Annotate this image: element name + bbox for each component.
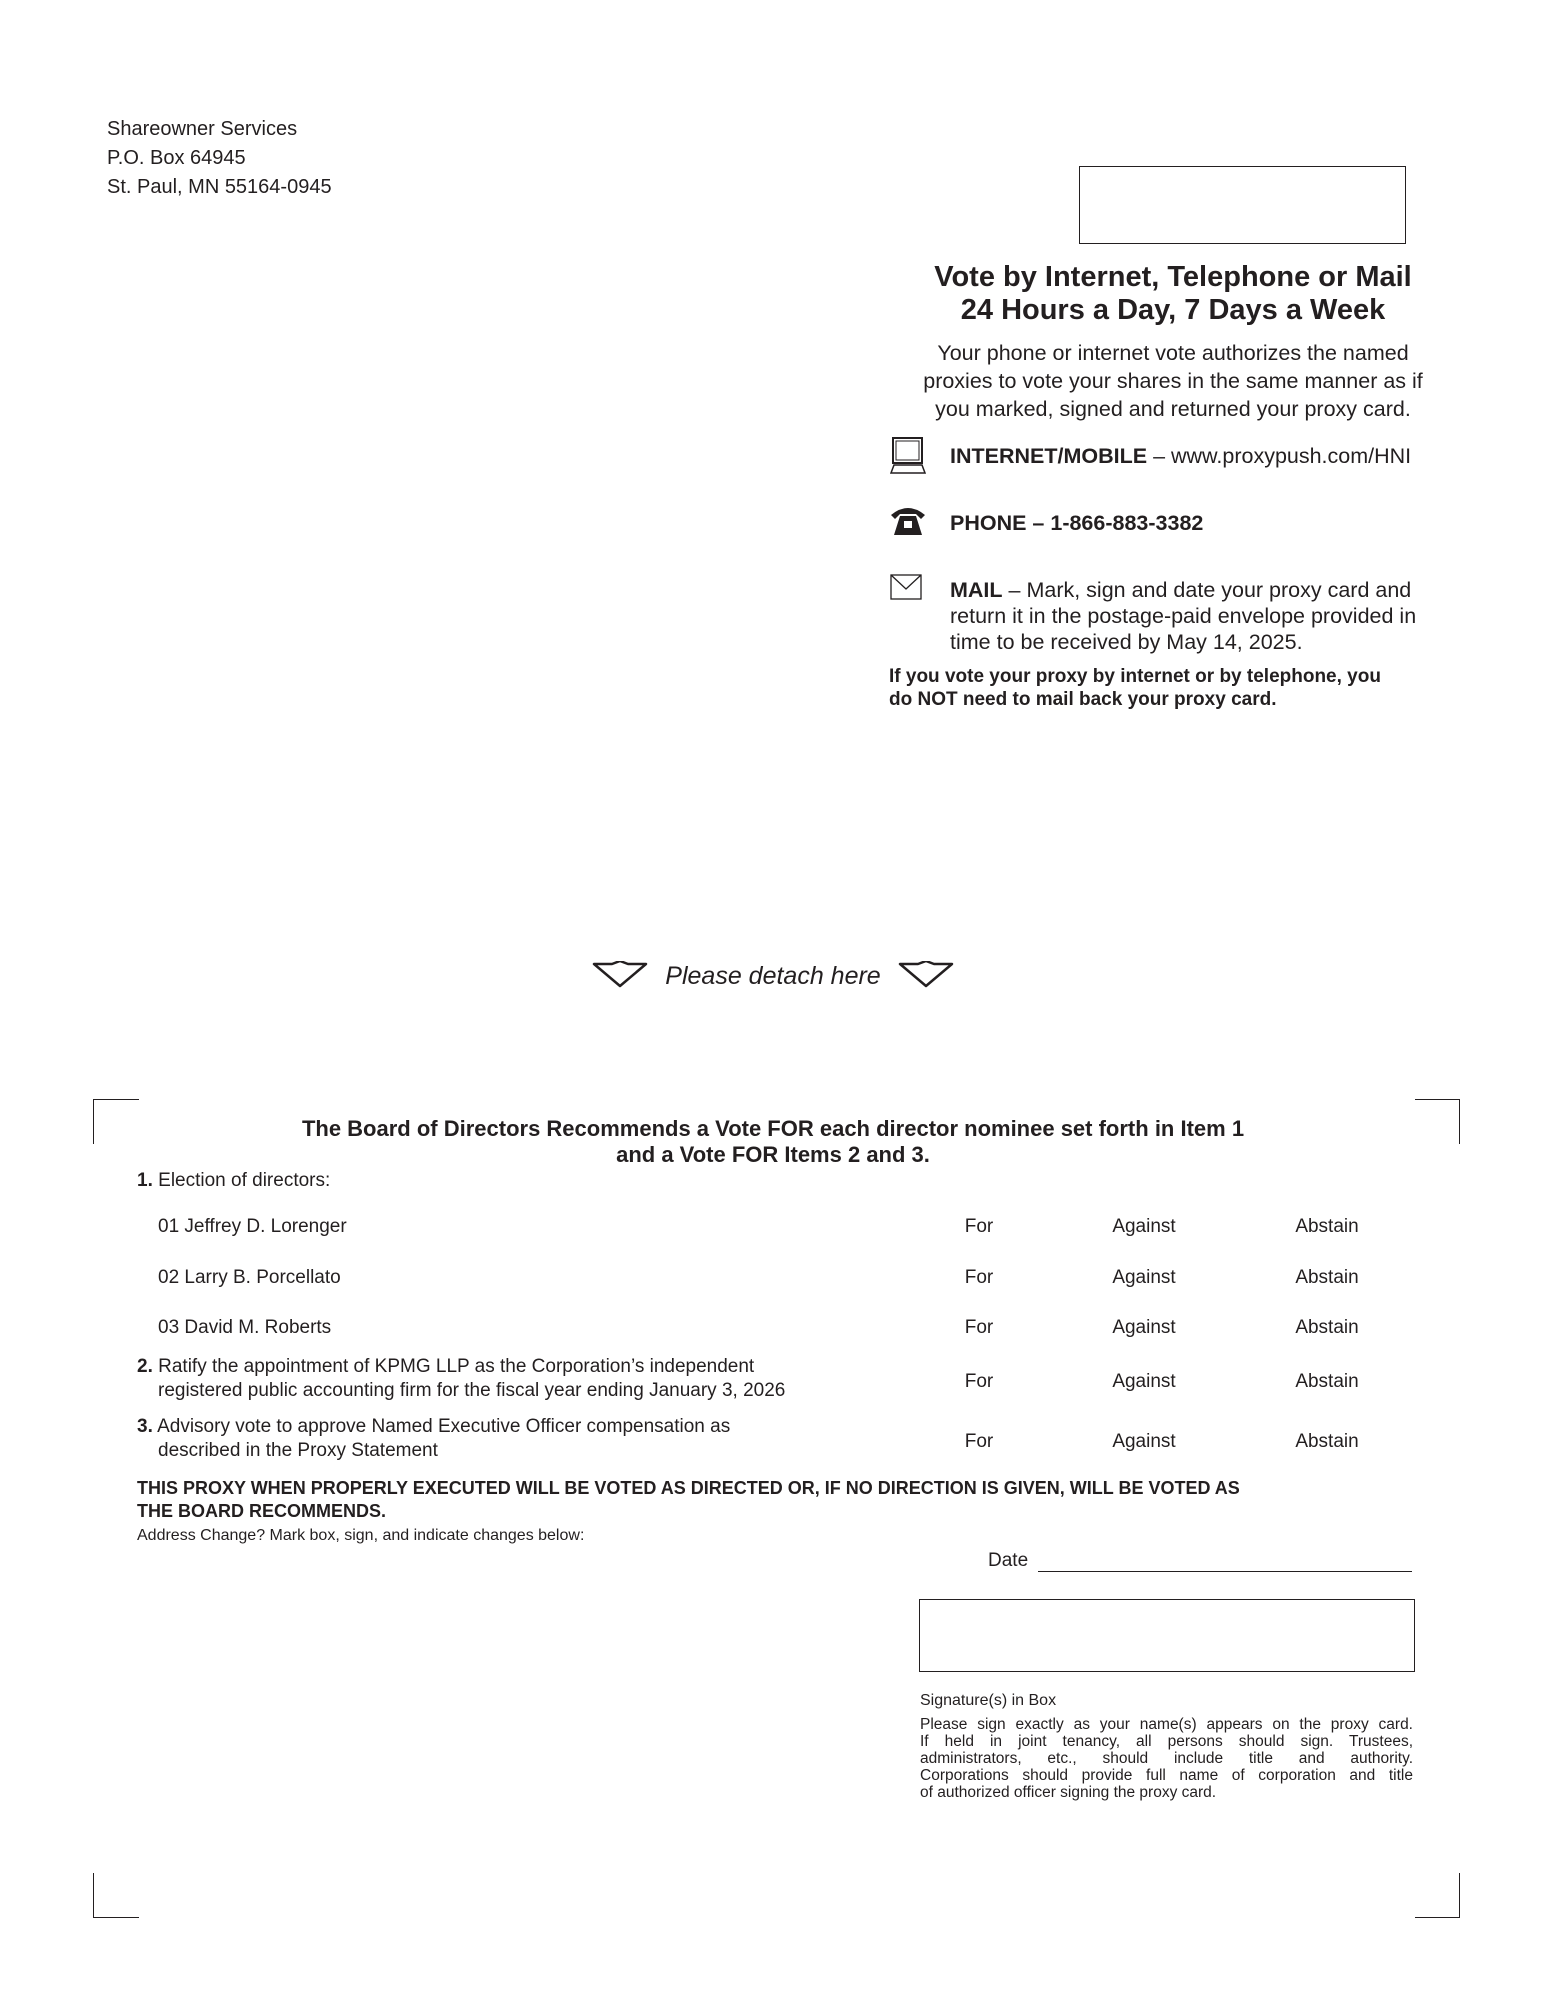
item-text: described in the Proxy Statement [158, 1440, 438, 1461]
instruction-line: Please sign exactly as your name(s) appears on the proxy card. [920, 1716, 1413, 1733]
return-address-line: P.O. Box 64945 [107, 147, 246, 169]
vote-against[interactable]: Against [1112, 1216, 1176, 1237]
vote-against[interactable]: Against [1112, 1371, 1176, 1392]
computer-icon [890, 437, 926, 475]
vote-header-line1: Vote by Internet, Telephone or Mail [934, 261, 1412, 293]
intro-line: you marked, signed and returned your proxy card. [935, 397, 1411, 421]
vote-for[interactable]: For [964, 1431, 994, 1452]
vote-abstain[interactable]: Abstain [1295, 1267, 1359, 1288]
internet-url: – www.proxypush.com/HNI [1147, 444, 1412, 468]
phone-option[interactable]: PHONE – 1-866-883-3382 [950, 511, 1204, 535]
director-name: 02 Larry B. Porcellato [158, 1267, 341, 1288]
intro-line: Your phone or internet vote authorizes the named [937, 341, 1409, 365]
date-label: Date [988, 1550, 1029, 1571]
signature-label: Signature(s) in Box [920, 1692, 1057, 1709]
mail-label: MAIL [950, 578, 1003, 602]
item-text: registered public accounting firm for the fiscal year ending January 3, 2026 [158, 1380, 786, 1401]
vote-against[interactable]: Against [1112, 1317, 1176, 1338]
online-vote-note [889, 665, 1381, 711]
statement-line: THE BOARD RECOMMENDS. [137, 1501, 387, 1521]
mail-line: time to be received by May 14, 2025. [950, 630, 1303, 654]
proxy-execution-statement [137, 1477, 1240, 1523]
crop-mark-bottom-left [93, 1873, 139, 1918]
detach-arrow-right-icon [898, 961, 954, 989]
board-line: The Board of Directors Recommends a Vote FOR each director nominee set forth in Item 1 [301, 1116, 1245, 1141]
address-change-label[interactable]: Address Change? Mark box, sign, and indicate changes below: [137, 1527, 585, 1544]
date-field[interactable] [1038, 1571, 1412, 1572]
instruction-line: administrators, etc., should include title and authority. [920, 1750, 1413, 1767]
vote-for[interactable]: For [964, 1371, 994, 1392]
board-recommendation [302, 1116, 1244, 1168]
instruction-line: If held in joint tenancy, all persons should sign. Trustees, [920, 1733, 1413, 1750]
board-line: and a Vote FOR Items 2 and 3. [616, 1142, 930, 1167]
item-number: 1. [137, 1170, 153, 1191]
envelope-icon [890, 574, 922, 600]
vote-for[interactable]: For [964, 1216, 994, 1237]
vote-against[interactable]: Against [1112, 1431, 1176, 1452]
mail-line: – Mark, sign and date your proxy card and [1002, 578, 1412, 602]
mail-line: return it in the postage-paid envelope provided in [950, 604, 1417, 628]
internet-option[interactable] [950, 444, 1411, 469]
item-number: 2. [137, 1356, 153, 1377]
crop-mark-top-right [1415, 1099, 1460, 1144]
statement-line: THIS PROXY WHEN PROPERLY EXECUTED WILL BE VOTED AS DIRECTED OR, IF NO DIRECTION IS GIVEN, WILL BE VOTED AS [137, 1478, 1240, 1498]
item-text: Advisory vote to approve Named Executive Officer compensation as [157, 1416, 731, 1437]
crop-mark-top-left [93, 1099, 139, 1144]
vote-header-line2: 24 Hours a Day, 7 Days a Week [960, 294, 1386, 326]
item-3 [137, 1415, 730, 1463]
vote-abstain[interactable]: Abstain [1295, 1371, 1359, 1392]
item-number: 3. [137, 1416, 153, 1437]
return-address-line: St. Paul, MN 55164-0945 [107, 176, 332, 198]
intro-text [923, 339, 1423, 423]
item-text: Ratify the appointment of KPMG LLP as the Corporation’s independent [158, 1356, 755, 1377]
item-1-heading [137, 1170, 330, 1192]
item-2 [137, 1355, 785, 1403]
telephone-icon [890, 505, 926, 537]
note-line: do NOT need to mail back your proxy card. [889, 689, 1277, 710]
return-address-line: Shareowner Services [107, 118, 298, 140]
director-name: 03 David M. Roberts [158, 1317, 332, 1338]
vote-for[interactable]: For [964, 1267, 994, 1288]
intro-line: proxies to vote your shares in the same manner as if [923, 369, 1423, 393]
detach-label: Please detach here [665, 962, 881, 990]
signature-instructions [920, 1716, 1413, 1801]
vote-abstain[interactable]: Abstain [1295, 1431, 1359, 1452]
control-number-box [1079, 166, 1406, 244]
director-name: 01 Jeffrey D. Lorenger [158, 1216, 347, 1237]
internet-label: INTERNET/MOBILE [950, 444, 1148, 468]
vote-against[interactable]: Against [1112, 1267, 1176, 1288]
instruction-line: Corporations should provide full name of corporation and title [920, 1767, 1413, 1784]
vote-abstain[interactable]: Abstain [1295, 1317, 1359, 1338]
detach-arrow-left-icon [592, 961, 648, 989]
crop-mark-bottom-right [1415, 1873, 1460, 1918]
vote-for[interactable]: For [964, 1317, 994, 1338]
note-line: If you vote your proxy by internet or by telephone, you [889, 666, 1381, 687]
item-text: Election of directors: [158, 1170, 331, 1191]
vote-abstain[interactable]: Abstain [1295, 1216, 1359, 1237]
instruction-line: of authorized officer signing the proxy card. [920, 1784, 1217, 1801]
signature-box[interactable] [919, 1599, 1415, 1672]
mail-option [950, 577, 1416, 655]
